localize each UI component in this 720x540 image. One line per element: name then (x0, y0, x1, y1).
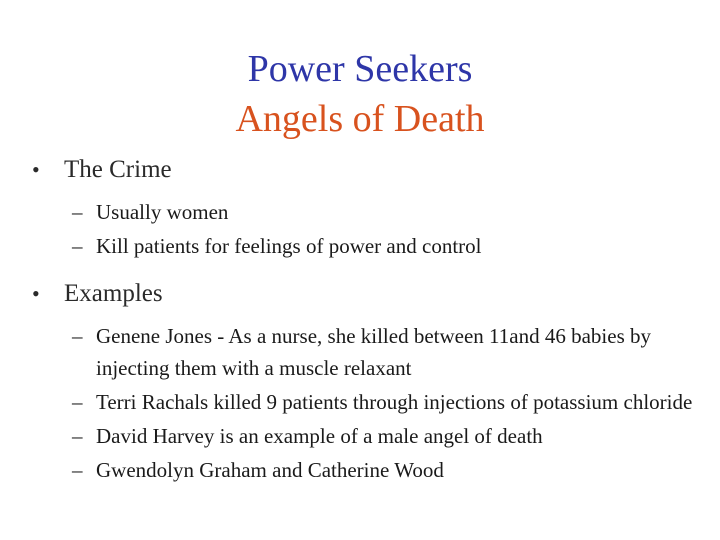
list-item (30, 454, 714, 486)
list-item (30, 386, 714, 418)
list-item-text: Gwendolyn Graham and Catherine Wood (96, 458, 444, 482)
dash-icon: – (72, 390, 83, 414)
list-item (30, 196, 714, 228)
list-item (30, 420, 714, 452)
list-item (30, 230, 714, 262)
dash-icon: – (72, 424, 83, 448)
section-heading-crime (30, 152, 714, 188)
list-item-text: Terri Rachals killed 9 patients through injections of potassium chloride (96, 390, 693, 414)
bullet-icon: • (32, 157, 40, 182)
list-item-text: Kill patients for feelings of power and control (96, 234, 482, 258)
title-line-2: Angels of Death (235, 98, 485, 140)
title-line-1: Power Seekers (247, 48, 473, 90)
dash-icon: – (72, 324, 83, 348)
bullet-list (30, 152, 714, 494)
bullet-icon: • (32, 281, 40, 306)
dash-icon: – (72, 200, 83, 224)
dash-icon: – (72, 458, 83, 482)
section-heading-label: Examples (64, 280, 163, 307)
slide-title (0, 44, 720, 144)
list-item-text: Genene Jones - As a nurse, she killed between 11and 46 babies by injecting them with a muscle relaxant (96, 324, 651, 380)
section-heading-examples (30, 276, 714, 312)
list-item (30, 320, 714, 384)
crime-sub-list (30, 196, 714, 262)
examples-sub-list (30, 320, 714, 486)
list-item-text: David Harvey is an example of a male angel of death (96, 424, 543, 448)
dash-icon: – (72, 234, 83, 258)
section-heading-label: The Crime (64, 156, 172, 183)
list-item-text: Usually women (96, 200, 229, 224)
